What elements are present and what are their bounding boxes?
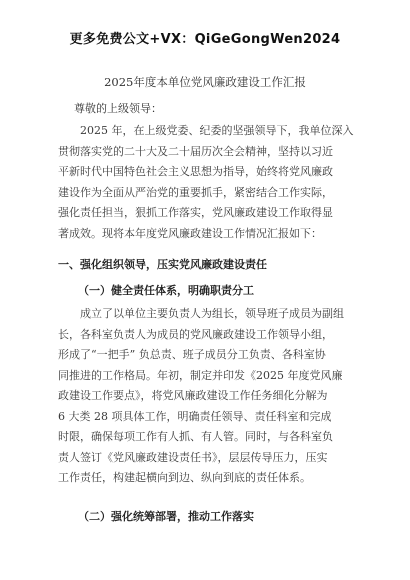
intro-paragraph <box>58 121 352 244</box>
paragraph-line: 强化责任担当，狠抓工作落实，党风廉政建设工作取得显 <box>58 206 333 219</box>
paragraph-line: 成立了以单位主要负责人为组长，领导班子成员为副组 <box>80 307 344 320</box>
paragraph-line: 贯彻落实党的二十大及二十届历次全会精神，坚持以习近 <box>58 144 333 158</box>
body-paragraph <box>58 304 352 489</box>
paragraph-line: 形成了“一把手” 负总责、班子成员分工负责、各科室协 <box>58 348 326 361</box>
promo-banner: 更多免费公文+VX：QiGeGongWen2024 <box>69 32 341 47</box>
paragraph-line: 责人签订《党风廉政建设责任书》，层层传导压力，压实 <box>58 450 328 464</box>
paragraph-line: 工作责任，构建起横向到边、纵向到底的责任体系。 <box>58 471 311 484</box>
subsection-heading: （二）强化统筹部署，推动工作落实 <box>78 510 254 523</box>
paragraph-line: 平新时代中国特色社会主义思想为指导，始终将党风廉政 <box>58 165 333 178</box>
paragraph-line: 时限，确保每项工作有人抓、有人管。同时，与各科室负 <box>58 430 333 443</box>
subsection-heading: （一）健全责任体系，明确职责分工 <box>78 284 254 297</box>
paragraph-line: 6 大类 28 项具体工作，明确责任领导、责任科室和完成 <box>58 409 332 423</box>
paragraph-line: 政建设工作要点》，将党风廉政建设工作任务细化分解为 <box>58 389 328 402</box>
paragraph-line: 长，各科室负责人为成员的党风廉政建设工作领导小组， <box>58 327 333 341</box>
paragraph-line: 著成效。现将本年度党风廉政建设工作情况汇报如下： <box>58 226 322 240</box>
document-title: 2025年度本单位党风廉政建设工作汇报 <box>104 75 306 89</box>
paragraph-line: 2025 年，在上级党委、纪委的坚强领导下，我单位深入 <box>80 124 354 137</box>
paragraph-line: 同推进的工作格局。年初，制定并印发《2025 年度党风廉 <box>58 368 343 382</box>
paragraph-line: 建设作为全面从严治党的重要抓手，紧密结合工作实际， <box>58 185 333 199</box>
greeting: 尊敬的上级领导： <box>74 102 162 115</box>
section-heading: 一、强化组织领导，压实党风廉政建设责任 <box>58 258 267 271</box>
